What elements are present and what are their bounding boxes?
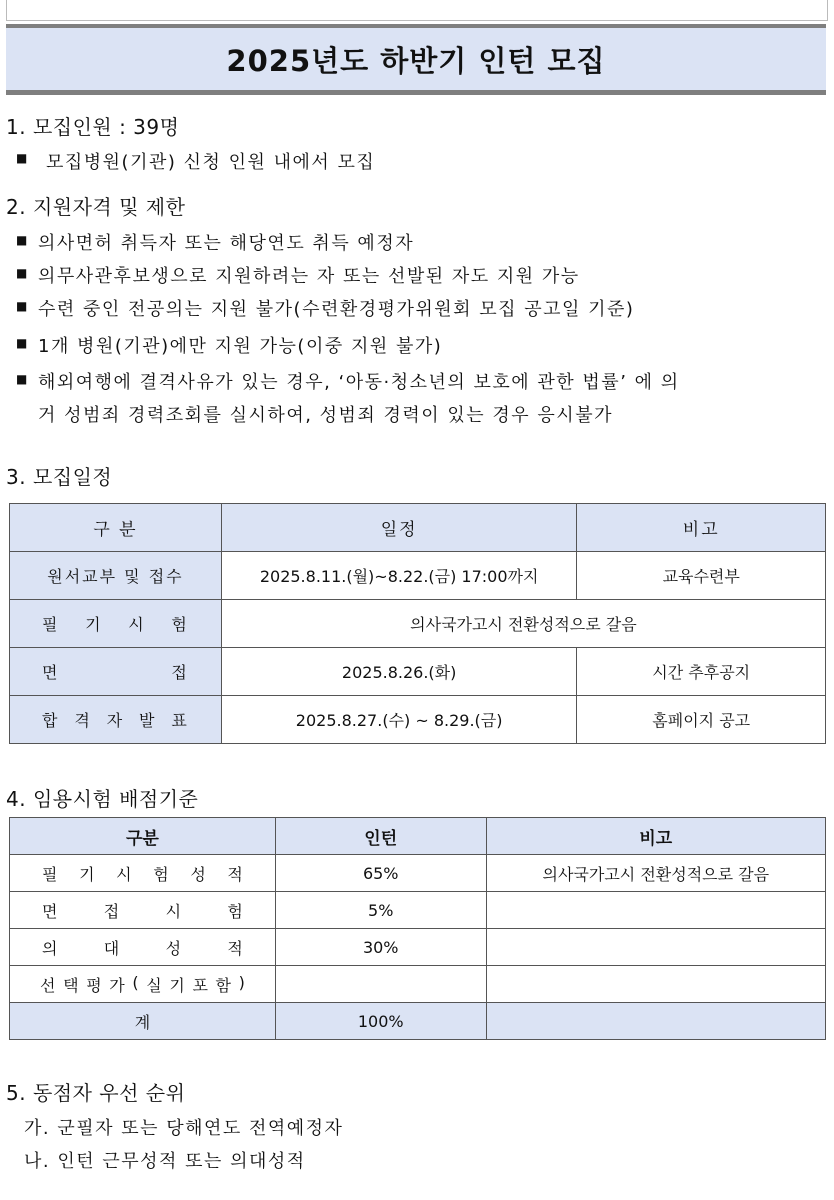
label-char: 자 — [106, 711, 125, 730]
scoring-row-note — [486, 929, 825, 966]
label-char: 의 — [42, 938, 58, 958]
scoring-header-intern: 인턴 — [275, 818, 486, 855]
bullet-icon: ■ — [16, 372, 28, 386]
spread-label — [10, 612, 221, 635]
label-char: 발 — [139, 711, 157, 730]
label-char: 기 — [79, 864, 95, 884]
scoring-table — [9, 817, 826, 1040]
label-char: 필 — [42, 615, 60, 634]
scoring-total-note — [486, 1003, 825, 1040]
scoring-header-row — [10, 818, 826, 855]
label-char: 함 — [215, 975, 231, 995]
schedule-header-date: 일정 — [221, 504, 577, 552]
schedule-header-category: 구 분 — [10, 504, 222, 552]
scoring-row — [10, 929, 826, 966]
scoring-header-category: 구분 — [10, 818, 276, 855]
s5-item-2: 나. 인턴 근무성적 또는 의대성적 — [24, 1151, 306, 1172]
bullet-icon: ■ — [16, 336, 28, 350]
schedule-header-note: 비고 — [577, 504, 826, 552]
schedule-row-date: 2025.8.11.(월)~8.22.(금) 17:00까지 — [221, 552, 577, 600]
scoring-total-label: 계 — [10, 1003, 276, 1040]
section-2-heading: 2. 지원자격 및 제한 — [6, 195, 186, 219]
label-char: 평 — [86, 975, 102, 995]
schedule-row-note: 홈페이지 공고 — [577, 696, 826, 744]
s5-item-1: 가. 군필자 또는 당해연도 전역예정자 — [24, 1118, 344, 1139]
spread-label — [10, 936, 275, 959]
schedule-row — [10, 552, 826, 600]
label-char: 험 — [153, 864, 169, 884]
label-char: 기 — [169, 975, 185, 995]
scoring-row-note: 의사국가고시 전환성적으로 갈음 — [486, 855, 825, 892]
spread-label — [10, 660, 221, 683]
label-char: 시 — [165, 901, 182, 921]
schedule-row — [10, 696, 826, 744]
schedule-row-label: 원서교부 및 접수 — [10, 552, 222, 600]
label-char: 필 — [42, 864, 58, 884]
schedule-row-merged: 의사국가고시 전환성적으로 갈음 — [221, 600, 825, 648]
page-title-text: 2025년도 하반기 인턴 모집 — [226, 43, 606, 78]
s2-bullet-5: 해외여행에 결격사유가 있는 경우, ‘아동·청소년의 보호에 관한 법률’ 에 의 — [38, 372, 680, 393]
scoring-row-value — [275, 966, 486, 1003]
scoring-row-label — [10, 892, 276, 929]
label-char: 가 — [109, 975, 125, 995]
spread-label — [10, 973, 275, 996]
label-char: 적 — [227, 938, 243, 958]
s2-bullet-3: 수련 중인 전공의는 지원 불가(수련환경평가위원회 모집 공고일 기준) — [38, 299, 635, 320]
bullet-icon: ■ — [16, 151, 28, 165]
section-1-heading: 1. 모집인원 : 39명 — [6, 115, 180, 139]
label-char: 격 — [74, 711, 92, 730]
schedule-row-date: 2025.8.26.(화) — [221, 648, 577, 696]
schedule-row-note: 교육수련부 — [577, 552, 826, 600]
bullet-icon: ■ — [16, 266, 28, 280]
scoring-row-value: 30% — [275, 929, 486, 966]
scoring-row-label — [10, 929, 276, 966]
section-3-heading: 3. 모집일정 — [6, 465, 113, 489]
section-5-heading: 5. 동점자 우선 순위 — [6, 1081, 186, 1105]
scoring-row-value: 5% — [275, 892, 486, 929]
label-char: 시 — [116, 864, 132, 884]
label-char: 표 — [171, 711, 189, 730]
label-char: ) — [238, 972, 245, 992]
bullet-icon: ■ — [16, 299, 28, 313]
spread-label — [10, 708, 221, 731]
schedule-table — [9, 503, 826, 744]
schedule-row-label — [10, 696, 222, 744]
schedule-row — [10, 648, 826, 696]
label-char: 접 — [171, 663, 189, 682]
label-char: 택 — [63, 975, 79, 995]
scoring-row-value: 65% — [275, 855, 486, 892]
schedule-header-row — [10, 504, 826, 552]
schedule-row-label — [10, 600, 222, 648]
label-char: ( — [132, 972, 139, 992]
page-top-border — [6, 0, 828, 21]
scoring-row — [10, 966, 826, 1003]
spread-label — [10, 862, 275, 885]
scoring-total-row — [10, 1003, 826, 1040]
scoring-row-note — [486, 892, 825, 929]
label-char: 시 — [128, 615, 146, 634]
bullet-icon: ■ — [16, 233, 28, 247]
scoring-row — [10, 892, 826, 929]
s1-bullet-1: 모집병원(기관) 신청 인원 내에서 모집 — [46, 152, 376, 173]
schedule-row — [10, 600, 826, 648]
label-char: 실 — [146, 975, 162, 995]
label-char: 면 — [42, 663, 60, 682]
label-char: 접 — [103, 901, 120, 921]
label-char: 대 — [103, 938, 120, 958]
scoring-row-label — [10, 855, 276, 892]
schedule-row-label — [10, 648, 222, 696]
label-char: 기 — [85, 615, 103, 634]
label-char: 성 — [165, 938, 182, 958]
s2-bullet-1: 의사면허 취득자 또는 해당연도 취득 예정자 — [38, 233, 415, 254]
scoring-row-label — [10, 966, 276, 1003]
scoring-total-value: 100% — [275, 1003, 486, 1040]
scoring-row — [10, 855, 826, 892]
label-char: 선 — [40, 975, 56, 995]
section-4-heading: 4. 임용시험 배점기준 — [6, 787, 199, 811]
label-char: 면 — [42, 901, 58, 921]
label-char: 적 — [227, 864, 243, 884]
page-title — [6, 24, 826, 95]
scoring-header-note: 비고 — [486, 818, 825, 855]
label-char: 합 — [42, 711, 60, 730]
label-char: 험 — [227, 901, 243, 921]
label-char: 포 — [192, 975, 208, 995]
s2-bullet-2: 의무사관후보생으로 지원하려는 자 또는 선발된 자도 지원 가능 — [38, 266, 580, 287]
label-char: 성 — [190, 864, 206, 884]
schedule-row-date: 2025.8.27.(수) ~ 8.29.(금) — [221, 696, 577, 744]
schedule-row-note: 시간 추후공지 — [577, 648, 826, 696]
s2-bullet-4: 1개 병원(기관)에만 지원 가능(이중 지원 불가) — [38, 336, 443, 357]
label-char: 험 — [171, 615, 189, 634]
spread-label — [10, 899, 275, 922]
scoring-row-note — [486, 966, 825, 1003]
s2-bullet-5-cont: 거 성범죄 경력조회를 실시하여, 성범죄 경력이 있는 경우 응시불가 — [38, 405, 613, 426]
